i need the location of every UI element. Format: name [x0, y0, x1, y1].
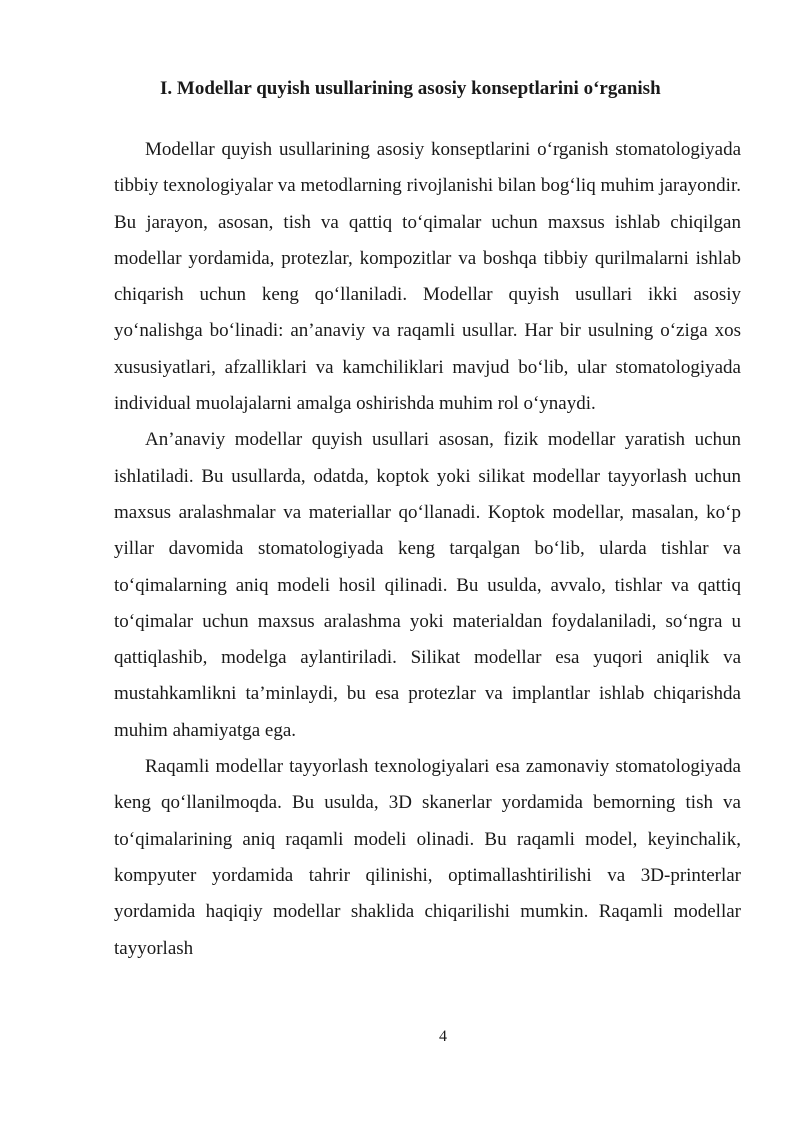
page-number: 4 [439, 1028, 447, 1045]
paragraph-2: An’anaviy modellar quyish usullari asosan, fizik modellar yaratish uchun ishlatiladi. Bu usullarda, odatda, koptok yoki silikat modellar tayyorlash uchun maxsus aralashmalar va materiallar qo‘llanadi. Koptok modellar, masalan, ko‘p yillar davomida stomatologiyada keng tarqalgan bo‘lib, ularda tishlar va to‘qimalarning aniq modeli hosil qilinadi. Bu usulda, avvalo, tishlar va qattiq to‘qimalar uchun maxsus aralashma yoki materialdan foydalaniladi, so‘ngra u qattiqlashib, modelga aylantiriladi. Silikat modellar esa yuqori aniqlik va mustahkamlikni ta’minlaydi, bu esa protezlar va implantlar ishlab chiqarishda muhim ahamiyatga ega. [114, 429, 741, 741]
paragraph-1: Modellar quyish usullarining asosiy konseptlarini o‘rganish stomatologiyada tibbiy texnologiyalar va metodlarning rivojlanishi bilan bog‘liq muhim jarayondir. Bu jarayon, asosan, tish va qattiq to‘qimalar uchun maxsus ishlab chiqilgan modellar yordamida, protezlar, kompozitlar va boshqa tibbiy qurilmalarni ishlab chiqarish uchun keng qo‘llaniladi. Modellar quyish usullari ikki asosiy yo‘nalishga bo‘linadi: an’anaviy va raqamli usullar. Har bir usulning o‘ziga xos xususiyatlari, afzalliklari va kamchiliklari mavjud bo‘lib, ular stomatologiyada individual muolajalarni amalga oshirishda muhim rol o‘ynaydi. [114, 139, 741, 415]
section-heading: I. Modellar quyish usullarining asosiy konseptlarini o‘rganish [160, 78, 661, 99]
body-text [114, 132, 741, 967]
paragraph-3: Raqamli modellar tayyorlash texnologiyalari esa zamonaviy stomatologiyada keng qo‘llanilmoqda. Bu usulda, 3D skanerlar yordamida bemorning tish va to‘qimalarining aniq raqamli modeli olinadi. Bu raqamli model, keyinchalik, kompyuter yordamida tahrir qilinishi, optimallashtirilishi va 3D-printerlar yordamida haqiqiy modellar shaklida chiqarilishi mumkin. Raqamli modellar tayyorlash [114, 756, 741, 959]
